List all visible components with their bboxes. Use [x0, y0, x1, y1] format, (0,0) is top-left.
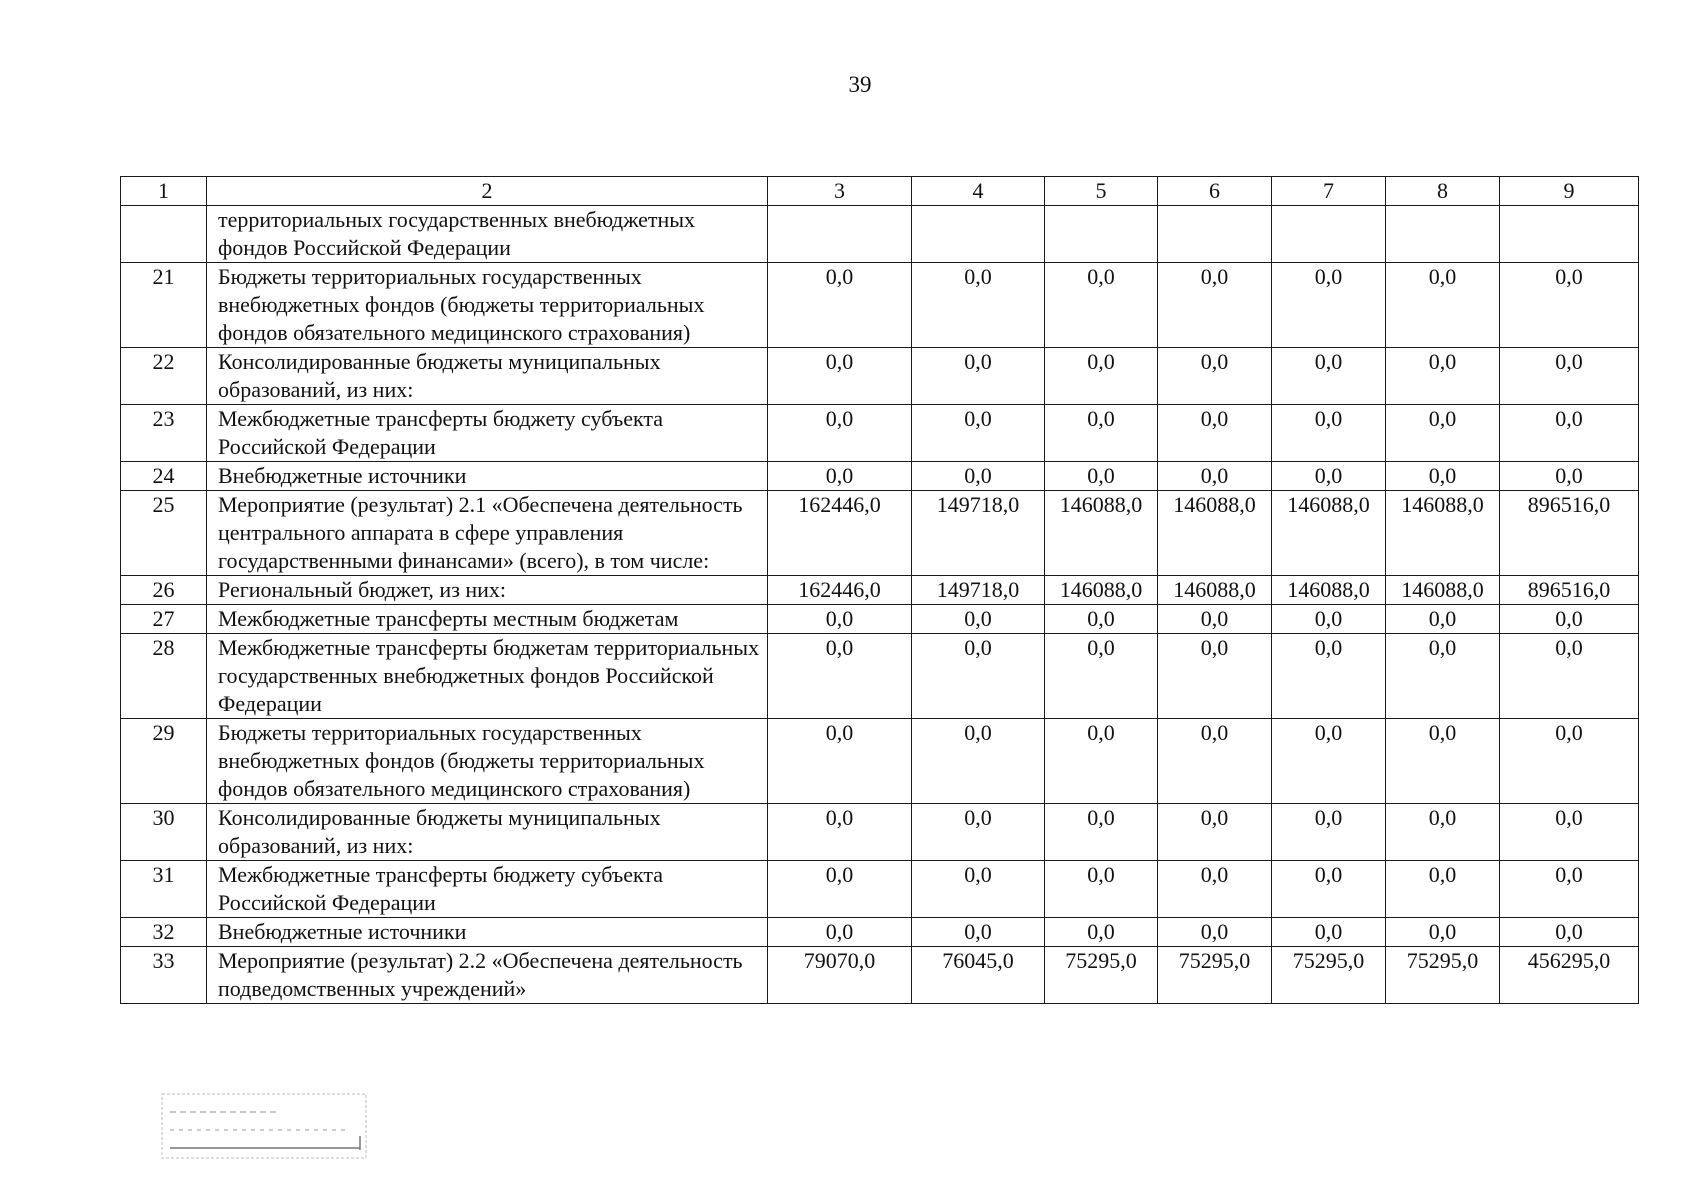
table-row — [121, 804, 1639, 861]
value-cell: 0,0 — [1500, 918, 1639, 947]
value-cell: 0,0 — [768, 719, 912, 804]
row-name-cell: Внебюджетные источники — [207, 918, 768, 947]
value-cell: 0,0 — [1500, 605, 1639, 634]
table-row — [121, 462, 1639, 491]
row-name-cell: Мероприятие (результат) 2.1 «Обеспечена деятельность центрального аппарата в сфере управления государственными финансами» (всего), в том числе: — [207, 491, 768, 576]
value-cell: 456295,0 — [1500, 947, 1639, 1004]
table-row — [121, 947, 1639, 1004]
table-row — [121, 263, 1639, 348]
value-cell: 162446,0 — [768, 491, 912, 576]
value-cell: 0,0 — [1500, 634, 1639, 719]
value-cell: 0,0 — [768, 405, 912, 462]
value-cell: 0,0 — [1158, 462, 1272, 491]
value-cell — [1045, 206, 1158, 263]
value-cell: 0,0 — [1272, 861, 1386, 918]
value-cell: 0,0 — [1386, 462, 1500, 491]
row-number-cell: 31 — [121, 861, 207, 918]
value-cell: 0,0 — [1386, 405, 1500, 462]
value-cell: 0,0 — [1045, 348, 1158, 405]
value-cell: 0,0 — [768, 605, 912, 634]
table-row — [121, 634, 1639, 719]
table-row — [121, 206, 1639, 263]
value-cell: 0,0 — [1272, 605, 1386, 634]
value-cell: 0,0 — [1500, 719, 1639, 804]
column-header: 8 — [1386, 177, 1500, 206]
value-cell: 0,0 — [1158, 605, 1272, 634]
row-name-cell: Мероприятие (результат) 2.2 «Обеспечена деятельность подведомственных учреждений» — [207, 947, 768, 1004]
row-number-cell: 33 — [121, 947, 207, 1004]
row-number-cell: 24 — [121, 462, 207, 491]
value-cell: 0,0 — [1386, 348, 1500, 405]
table-row — [121, 491, 1639, 576]
value-cell: 75295,0 — [1045, 947, 1158, 1004]
value-cell: 0,0 — [1272, 634, 1386, 719]
table-row — [121, 348, 1639, 405]
value-cell: 0,0 — [912, 462, 1045, 491]
row-name-cell: Межбюджетные трансферты местным бюджетам — [207, 605, 768, 634]
column-header: 6 — [1158, 177, 1272, 206]
row-number-cell: 27 — [121, 605, 207, 634]
row-name-cell: территориальных государственных внебюджетных фондов Российской Федерации — [207, 206, 768, 263]
row-name-cell: Межбюджетные трансферты бюджету субъекта Российской Федерации — [207, 861, 768, 918]
value-cell: 0,0 — [1045, 861, 1158, 918]
row-number-cell: 22 — [121, 348, 207, 405]
value-cell: 0,0 — [1386, 804, 1500, 861]
value-cell: 0,0 — [1272, 263, 1386, 348]
value-cell: 0,0 — [1045, 634, 1158, 719]
column-header: 2 — [207, 177, 768, 206]
table-row — [121, 719, 1639, 804]
page-number: 39 — [848, 72, 872, 97]
value-cell: 0,0 — [1045, 405, 1158, 462]
value-cell: 146088,0 — [1158, 491, 1272, 576]
value-cell: 0,0 — [1272, 719, 1386, 804]
row-number-cell: 25 — [121, 491, 207, 576]
value-cell: 0,0 — [1272, 918, 1386, 947]
value-cell: 146088,0 — [1045, 491, 1158, 576]
table-body — [121, 177, 1639, 1004]
value-cell: 0,0 — [1500, 462, 1639, 491]
value-cell: 0,0 — [1158, 719, 1272, 804]
value-cell: 0,0 — [1158, 348, 1272, 405]
value-cell: 0,0 — [912, 634, 1045, 719]
value-cell: 0,0 — [1045, 719, 1158, 804]
row-name-cell: Консолидированные бюджеты муниципальных образований, из них: — [207, 804, 768, 861]
value-cell: 0,0 — [912, 605, 1045, 634]
value-cell: 0,0 — [768, 348, 912, 405]
row-name-cell: Внебюджетные источники — [207, 462, 768, 491]
value-cell — [1272, 206, 1386, 263]
value-cell: 0,0 — [1158, 861, 1272, 918]
column-header: 7 — [1272, 177, 1386, 206]
value-cell: 0,0 — [768, 263, 912, 348]
row-name-cell: Бюджеты территориальных государственных внебюджетных фондов (бюджеты территориальных фондов обязательного медицинского страхования) — [207, 719, 768, 804]
value-cell: 0,0 — [1386, 918, 1500, 947]
table-row — [121, 405, 1639, 462]
value-cell: 0,0 — [1158, 263, 1272, 348]
value-cell: 0,0 — [1045, 605, 1158, 634]
table-row — [121, 861, 1639, 918]
value-cell: 0,0 — [768, 634, 912, 719]
value-cell: 146088,0 — [1158, 576, 1272, 605]
value-cell: 0,0 — [1386, 719, 1500, 804]
row-number-cell: 26 — [121, 576, 207, 605]
row-name-cell: Межбюджетные трансферты бюджетам территориальных государственных внебюджетных фондов Российской Федерации — [207, 634, 768, 719]
row-number-cell: 30 — [121, 804, 207, 861]
value-cell: 146088,0 — [1045, 576, 1158, 605]
row-number-cell: 21 — [121, 263, 207, 348]
value-cell: 0,0 — [912, 804, 1045, 861]
value-cell: 896516,0 — [1500, 491, 1639, 576]
value-cell — [912, 206, 1045, 263]
value-cell: 0,0 — [1158, 634, 1272, 719]
value-cell: 0,0 — [1158, 405, 1272, 462]
value-cell: 0,0 — [768, 861, 912, 918]
value-cell: 0,0 — [912, 263, 1045, 348]
row-number-cell: 32 — [121, 918, 207, 947]
value-cell: 0,0 — [912, 719, 1045, 804]
row-number-cell: 28 — [121, 634, 207, 719]
row-name-cell: Консолидированные бюджеты муниципальных образований, из них: — [207, 348, 768, 405]
value-cell: 75295,0 — [1272, 947, 1386, 1004]
value-cell: 0,0 — [1045, 804, 1158, 861]
value-cell: 146088,0 — [1386, 491, 1500, 576]
row-number-cell: 23 — [121, 405, 207, 462]
value-cell — [1500, 206, 1639, 263]
value-cell: 0,0 — [768, 462, 912, 491]
value-cell: 75295,0 — [1386, 947, 1500, 1004]
table-row — [121, 605, 1639, 634]
table-row — [121, 918, 1639, 947]
value-cell: 0,0 — [1500, 263, 1639, 348]
value-cell — [1158, 206, 1272, 263]
value-cell: 0,0 — [1045, 918, 1158, 947]
table-row — [121, 576, 1639, 605]
value-cell: 0,0 — [1386, 605, 1500, 634]
value-cell: 0,0 — [1272, 462, 1386, 491]
value-cell: 149718,0 — [912, 576, 1045, 605]
value-cell: 0,0 — [1500, 861, 1639, 918]
value-cell: 0,0 — [1386, 263, 1500, 348]
value-cell: 896516,0 — [1500, 576, 1639, 605]
value-cell: 0,0 — [1386, 634, 1500, 719]
value-cell: 0,0 — [1158, 918, 1272, 947]
value-cell: 146088,0 — [1386, 576, 1500, 605]
value-cell: 0,0 — [768, 804, 912, 861]
value-cell: 0,0 — [912, 405, 1045, 462]
value-cell — [768, 206, 912, 263]
row-name-cell: Региональный бюджет, из них: — [207, 576, 768, 605]
budget-table — [120, 176, 1639, 1004]
column-header: 3 — [768, 177, 912, 206]
value-cell — [1386, 206, 1500, 263]
value-cell: 75295,0 — [1158, 947, 1272, 1004]
value-cell: 79070,0 — [768, 947, 912, 1004]
value-cell: 0,0 — [912, 348, 1045, 405]
row-name-cell: Межбюджетные трансферты бюджету субъекта Российской Федерации — [207, 405, 768, 462]
value-cell: 0,0 — [912, 861, 1045, 918]
stamp-mark — [160, 1092, 368, 1160]
value-cell: 0,0 — [1500, 405, 1639, 462]
row-name-cell: Бюджеты территориальных государственных внебюджетных фондов (бюджеты территориальных фондов обязательного медицинского страхования) — [207, 263, 768, 348]
value-cell: 76045,0 — [912, 947, 1045, 1004]
value-cell: 0,0 — [912, 918, 1045, 947]
value-cell: 0,0 — [1272, 348, 1386, 405]
value-cell: 146088,0 — [1272, 576, 1386, 605]
value-cell: 0,0 — [1045, 263, 1158, 348]
column-header: 9 — [1500, 177, 1639, 206]
column-header: 4 — [912, 177, 1045, 206]
value-cell: 0,0 — [1386, 861, 1500, 918]
row-number-cell — [121, 206, 207, 263]
column-header: 5 — [1045, 177, 1158, 206]
value-cell: 0,0 — [1272, 405, 1386, 462]
value-cell: 149718,0 — [912, 491, 1045, 576]
column-header: 1 — [121, 177, 207, 206]
column-number-header-row — [121, 177, 1639, 206]
value-cell: 0,0 — [1272, 804, 1386, 861]
row-number-cell: 29 — [121, 719, 207, 804]
value-cell: 0,0 — [1045, 462, 1158, 491]
value-cell: 162446,0 — [768, 576, 912, 605]
value-cell: 0,0 — [1500, 348, 1639, 405]
value-cell: 146088,0 — [1272, 491, 1386, 576]
value-cell: 0,0 — [768, 918, 912, 947]
value-cell: 0,0 — [1158, 804, 1272, 861]
value-cell: 0,0 — [1500, 804, 1639, 861]
